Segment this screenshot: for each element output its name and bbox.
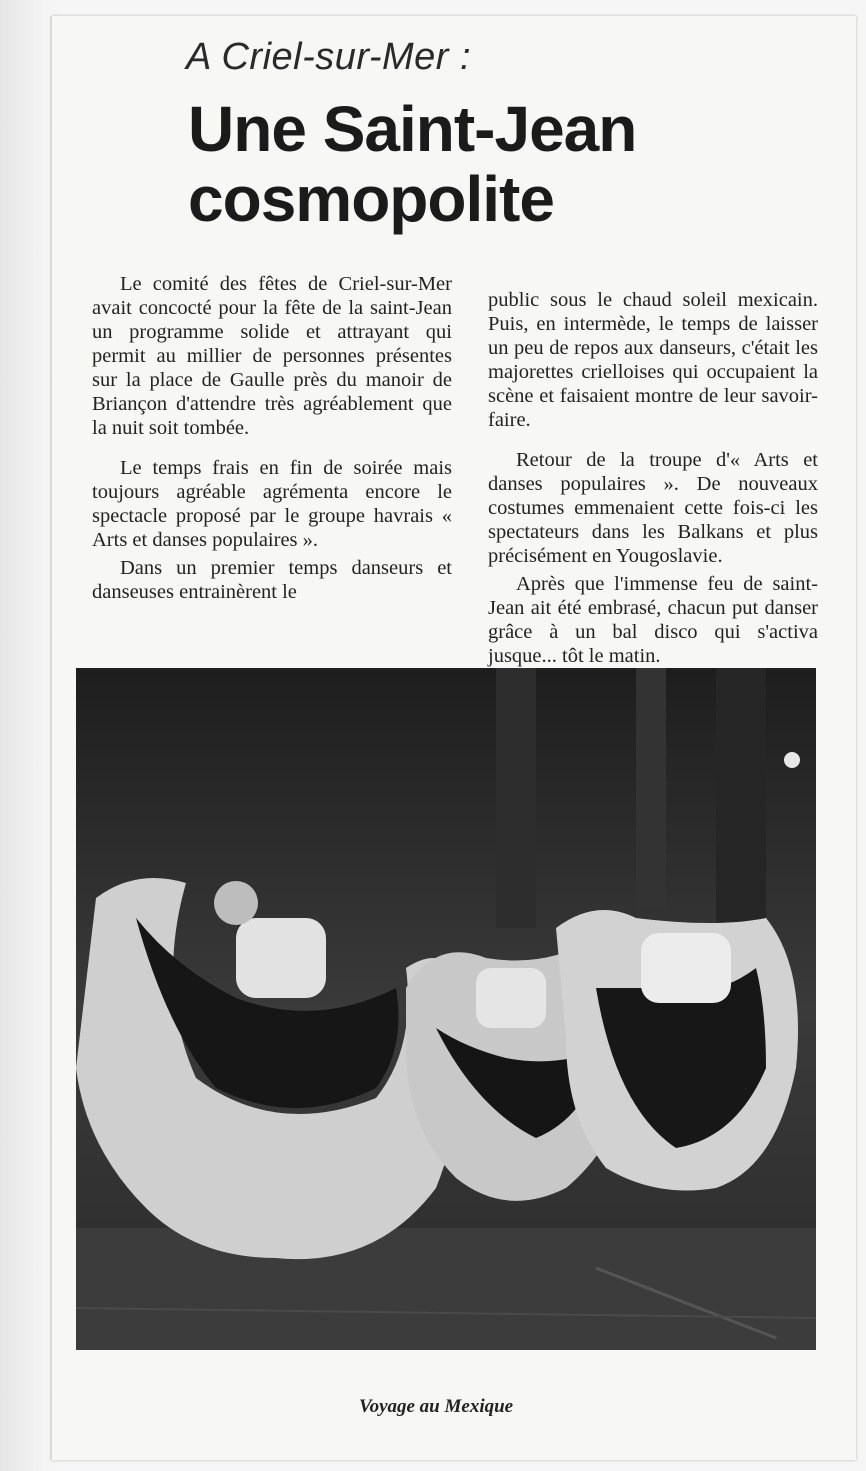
photo-illustration <box>76 668 816 1350</box>
paragraph: Le comité des fêtes de Criel-sur-Mer avait concocté pour la fête de la saint-Jean un programme solide et attrayant qui permit au millier de personnes présentes sur la place de Gaulle près du manoir de Briançon d'attendre très agréablement que la nuit soit tombée. <box>92 273 452 439</box>
dancers-photo <box>76 668 816 1350</box>
article-column-left <box>92 272 452 604</box>
headline-line-1: Une Saint-Jean <box>188 93 637 165</box>
article-kicker: A Criel-sur-Mer : <box>186 36 472 78</box>
paragraph: Retour de la troupe d'« Arts et danses populaires ». De nouveaux costumes emmenaient cette fois-ci les spectateurs dans les Balkans et plus précisément en Yougoslavie. <box>488 449 818 567</box>
paragraph: Le temps frais en fin de soirée mais toujours agréable agrémenta encore le spectacle proposé par le groupe havrais « Arts et danses populaires ». <box>92 457 452 551</box>
paragraph: Dans un premier temps danseurs et danseuses entrainèrent le <box>92 557 452 603</box>
headline-line-2: cosmopolite <box>188 163 554 235</box>
article-column-right <box>488 288 818 668</box>
paragraph: Après que l'immense feu de saint-Jean ait été embrasé, chacun put danser grâce à un bal disco qui s'activa jusque... tôt le matin. <box>488 573 818 667</box>
paragraph: public sous le chaud soleil mexicain. Puis, en intermède, le temps de laisser un peu de repos aux danseurs, c'était les majorettes crielloises qui occupaient la scène et faisaient montre de leur savoir-faire. <box>488 289 818 431</box>
photo-caption: Voyage au Mexique <box>359 1396 514 1417</box>
article-headline <box>188 94 636 234</box>
